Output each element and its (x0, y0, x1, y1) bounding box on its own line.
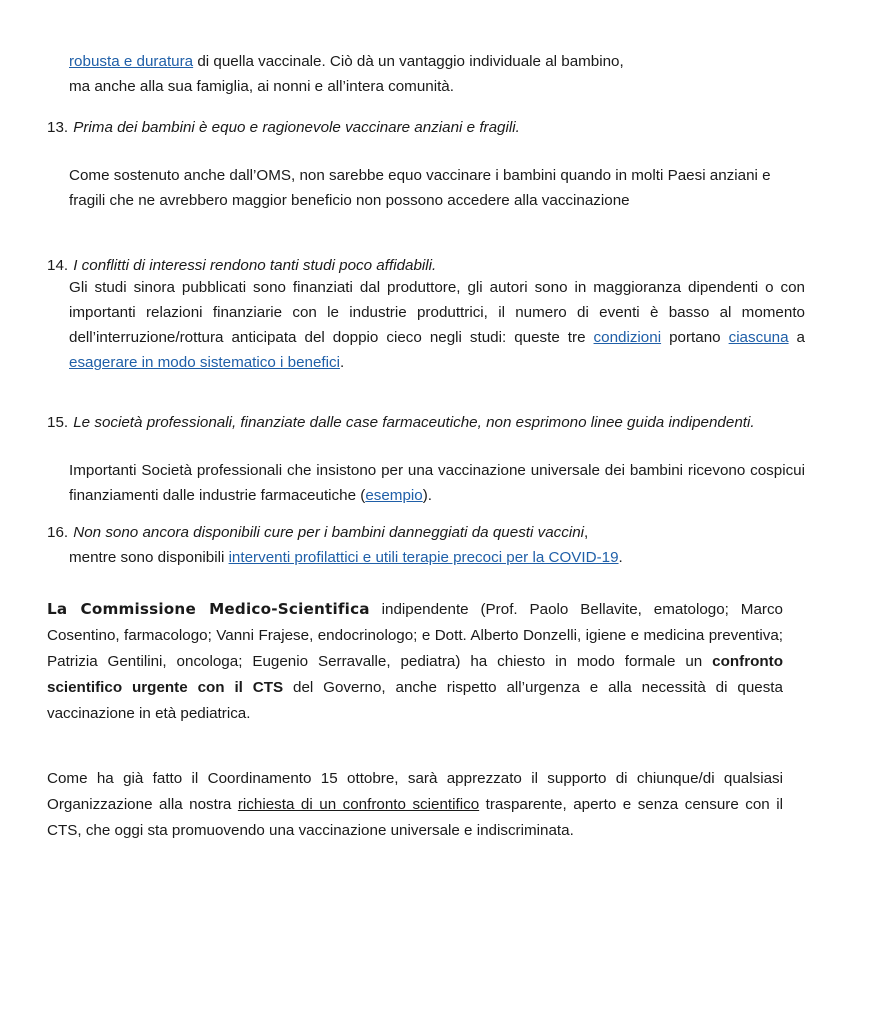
closing-paragraph: Come ha già fatto il Coordinamento 15 ottobre, sarà apprezzato il supporto di chiunque/di qualsiasi Organizzazione alla nostra richiesta di un confronto scientifico trasparente, aperto e senza censure con il CTS, che oggi sta promuovendo una vaccinazione universale e indiscriminata. (47, 770, 783, 839)
link-interventi-terapie[interactable]: interventi profilattici e utili terapie precoci per la COVID-19 (228, 549, 619, 566)
link-ciascuna[interactable]: ciascuna (728, 329, 789, 346)
item-14-body: Gli studi sinora pubblicati sono finanziati dal produttore, gli autori sono in maggioranza dipendenti o con importanti relazioni finanziarie con le industrie produttrici, il numero di eventi è basso al momento dell’interruzione/rottura anticipata del doppio cieco negli studi: queste tre condizioni portano ciascuna a esagerare in modo sistematico i benefici. (69, 279, 805, 371)
item-14-heading: 14. I conflitti di interessi rendono tanti studi poco affidabili. (47, 257, 437, 274)
item-16-heading: 16. Non sono ancora disponibili cure per i bambini danneggiati da questi vaccini, (47, 524, 589, 541)
item-13-heading: 13. Prima dei bambini è equo e ragionevole vaccinare anziani e fragili. (47, 119, 520, 136)
item-15-heading: 15. Le società professionali, finanziate dalle case farmaceutiche, non esprimono linee guida indipendenti. (47, 414, 755, 431)
item-16-body: mentre sono disponibili interventi profilattici e utili terapie precoci per la COVID-19. (69, 549, 623, 566)
cts-request-bold: confronto scientifico urgente con il CTS (47, 653, 783, 696)
commission-name: La Commissione Medico-Scientifica (47, 600, 370, 618)
link-esagerare-benefici[interactable]: esagerare in modo sistematico i benefici (69, 354, 340, 371)
item-13-body: Come sostenuto anche dall’OMS, non sarebbe equo vaccinare i bambini quando in molti Paesi anziani e fragili che ne avrebbero maggior beneficio non possono accedere alla vaccinazione (69, 167, 771, 209)
link-condizioni[interactable]: condizioni (593, 329, 662, 346)
request-underlined: richiesta di un confronto scientifico (237, 796, 480, 813)
item-15-body: Importanti Società professionali che insistono per una vaccinazione universale dei bambini ricevono cospicui finanziamenti dalle industrie farmaceutiche (esempio). (69, 462, 805, 504)
link-robusta-duratura[interactable]: robusta e duratura (69, 53, 194, 70)
link-esempio[interactable]: esempio (365, 487, 423, 504)
commission-paragraph: La Commissione Medico-Scientifica indipendente (Prof. Paolo Bellavite, ematologo; Marco Cosentino, farmacologo; Vanni Frajese, endocrinologo; e Dott. Alberto Donzelli, igiene e medicina preventiva; Patrizia Gentilini, oncologa; Eugenio Serravalle, pediatra) ha chiesto in modo formale un confronto scientifico urgente con il CTS del Governo, anche rispetto all’urgenza e alla necessità di questa vaccinazione in età pediatrica. (47, 600, 783, 722)
intro-paragraph: robusta e duratura di quella vaccinale. Ciò dà un vantaggio individuale al bambino, ma anche alla sua famiglia, ai nonni e all’intera comunità. (69, 53, 624, 95)
